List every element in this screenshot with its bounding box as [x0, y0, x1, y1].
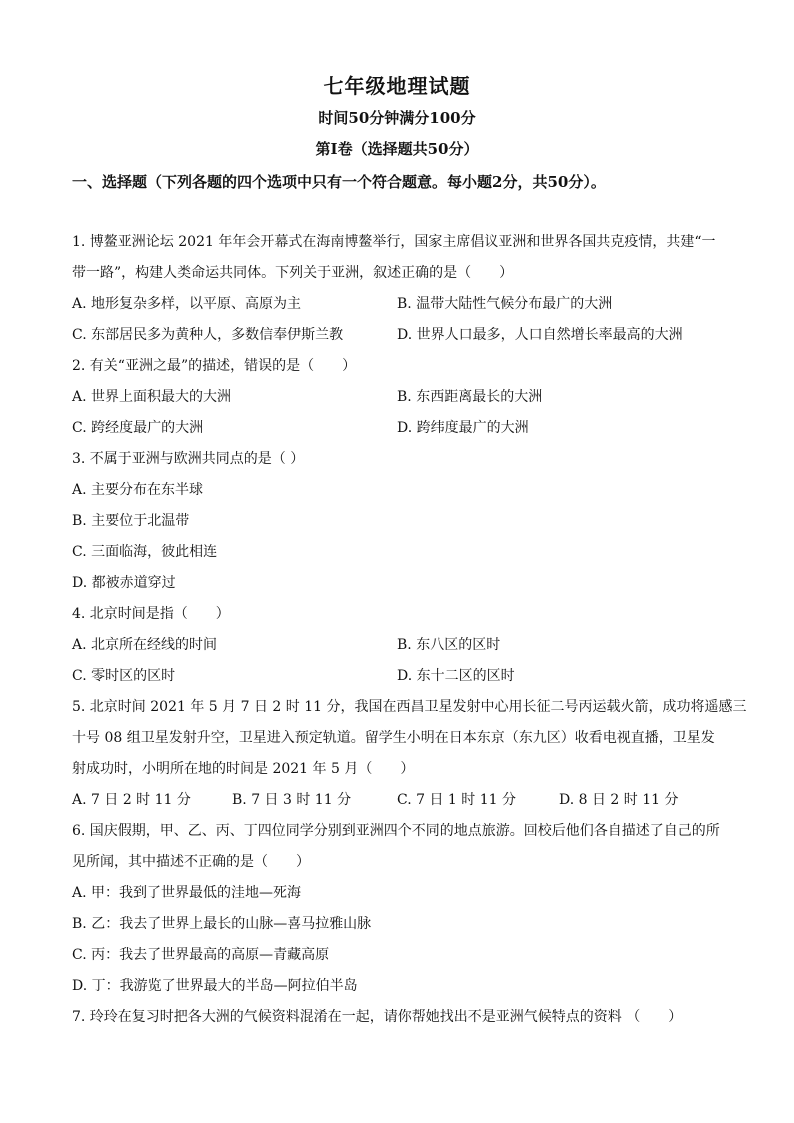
question-1-stem-line1: 1. 博鳌亚洲论坛 2021 年年会开幕式在海南博鳌举行，国家主席倡议亚洲和世界各国共克疫情，共建“一	[72, 234, 716, 250]
question-2-stem: 2. 有关“亚洲之最”的描述，错误的是（ ）	[72, 358, 357, 374]
question-3-option-c: C. 三面临海，彼此相连	[72, 544, 218, 560]
question-3-option-a: A. 主要分布在东半球	[72, 482, 204, 498]
question-3-option-d: D. 都被赤道穿过	[72, 575, 176, 591]
section-heading: 一、选择题（下列各题的四个选项中只有一个符合题意。每小题2分，共50分）。	[72, 173, 606, 191]
question-5-option-c: C. 7 日 1 时 11 分	[397, 792, 516, 808]
question-2-option-c: C. 跨经度最广的大洲	[72, 420, 204, 436]
question-1-option-d: D. 世界人口最多，人口自然增长率最高的大洲	[397, 327, 683, 343]
question-5-option-d: D. 8 日 2 时 11 分	[559, 792, 679, 808]
exam-time-score: 时间50分钟满分100分	[318, 109, 476, 127]
question-5-option-b: B. 7 日 3 时 11 分	[232, 792, 352, 808]
question-4-stem: 4. 北京时间是指（ ）	[72, 606, 230, 622]
question-4-option-d: D. 东十二区的区时	[397, 668, 515, 684]
question-5-stem-line3: 射成功时，小明所在地的时间是 2021 年 5 月（ ）	[72, 761, 415, 777]
question-1-option-b: B. 温带大陆性气候分布最广的大洲	[397, 296, 613, 312]
question-5-stem-line2: 十号 08 组卫星发射升空，卫星进入预定轨道。留学生小明在日本东京（东九区）收看电视直播，卫星发	[72, 730, 715, 746]
question-4-option-c: C. 零时区的区时	[72, 668, 176, 684]
exam-volume-title: 第Ⅰ卷（选择题共50分）	[315, 140, 479, 158]
question-6-stem-line1: 6. 国庆假期，甲、乙、丙、丁四位同学分别到亚洲四个不同的地点旅游。回校后他们各自描述了自己的所	[72, 823, 720, 839]
question-1-option-a: A. 地形复杂多样，以平原、高原为主	[72, 296, 302, 312]
question-3-stem: 3. 不属于亚洲与欧洲共同点的是（ ）	[72, 451, 305, 467]
question-5-stem-line1: 5. 北京时间 2021 年 5 月 7 日 2 时 11 分，我国在西昌卫星发射中心用长征二号丙运载火箭，成功将遥感三	[72, 699, 747, 715]
question-1-option-c: C. 东部居民多为黄种人，多数信奉伊斯兰教	[72, 327, 344, 343]
question-5-option-a: A. 7 日 2 时 11 分	[72, 792, 191, 808]
question-6-option-d: D. 丁：我游览了世界最大的半岛—阿拉伯半岛	[72, 978, 358, 994]
question-3-option-b: B. 主要位于北温带	[72, 513, 190, 529]
question-2-option-a: A. 世界上面积最大的大洲	[72, 389, 232, 405]
question-2-option-b: B. 东西距离最长的大洲	[397, 389, 543, 405]
question-6-stem-line2: 见所闻，其中描述不正确的是（ ）	[72, 854, 310, 870]
question-2-option-d: D. 跨纬度最广的大洲	[397, 420, 529, 436]
question-1-stem-line2: 带一路”，构建人类命运共同体。下列关于亚洲，叙述正确的是（ ）	[72, 265, 514, 281]
question-6-option-a: A. 甲：我到了世界最低的洼地—死海	[72, 885, 302, 901]
question-4-option-a: A. 北京所在经线的时间	[72, 637, 218, 653]
question-6-option-c: C. 丙：我去了世界最高的高原—青藏高原	[72, 947, 330, 963]
question-6-option-b: B. 乙：我去了世界上最长的山脉—喜马拉雅山脉	[72, 916, 372, 932]
question-4-option-b: B. 东八区的区时	[397, 637, 501, 653]
question-7-stem: 7. 玲玲在复习时把各大洲的气候资料混淆在一起，请你帮她找出不是亚洲气候特点的资料 （ ）	[72, 1009, 683, 1025]
exam-title: 七年级地理试题	[323, 74, 471, 98]
